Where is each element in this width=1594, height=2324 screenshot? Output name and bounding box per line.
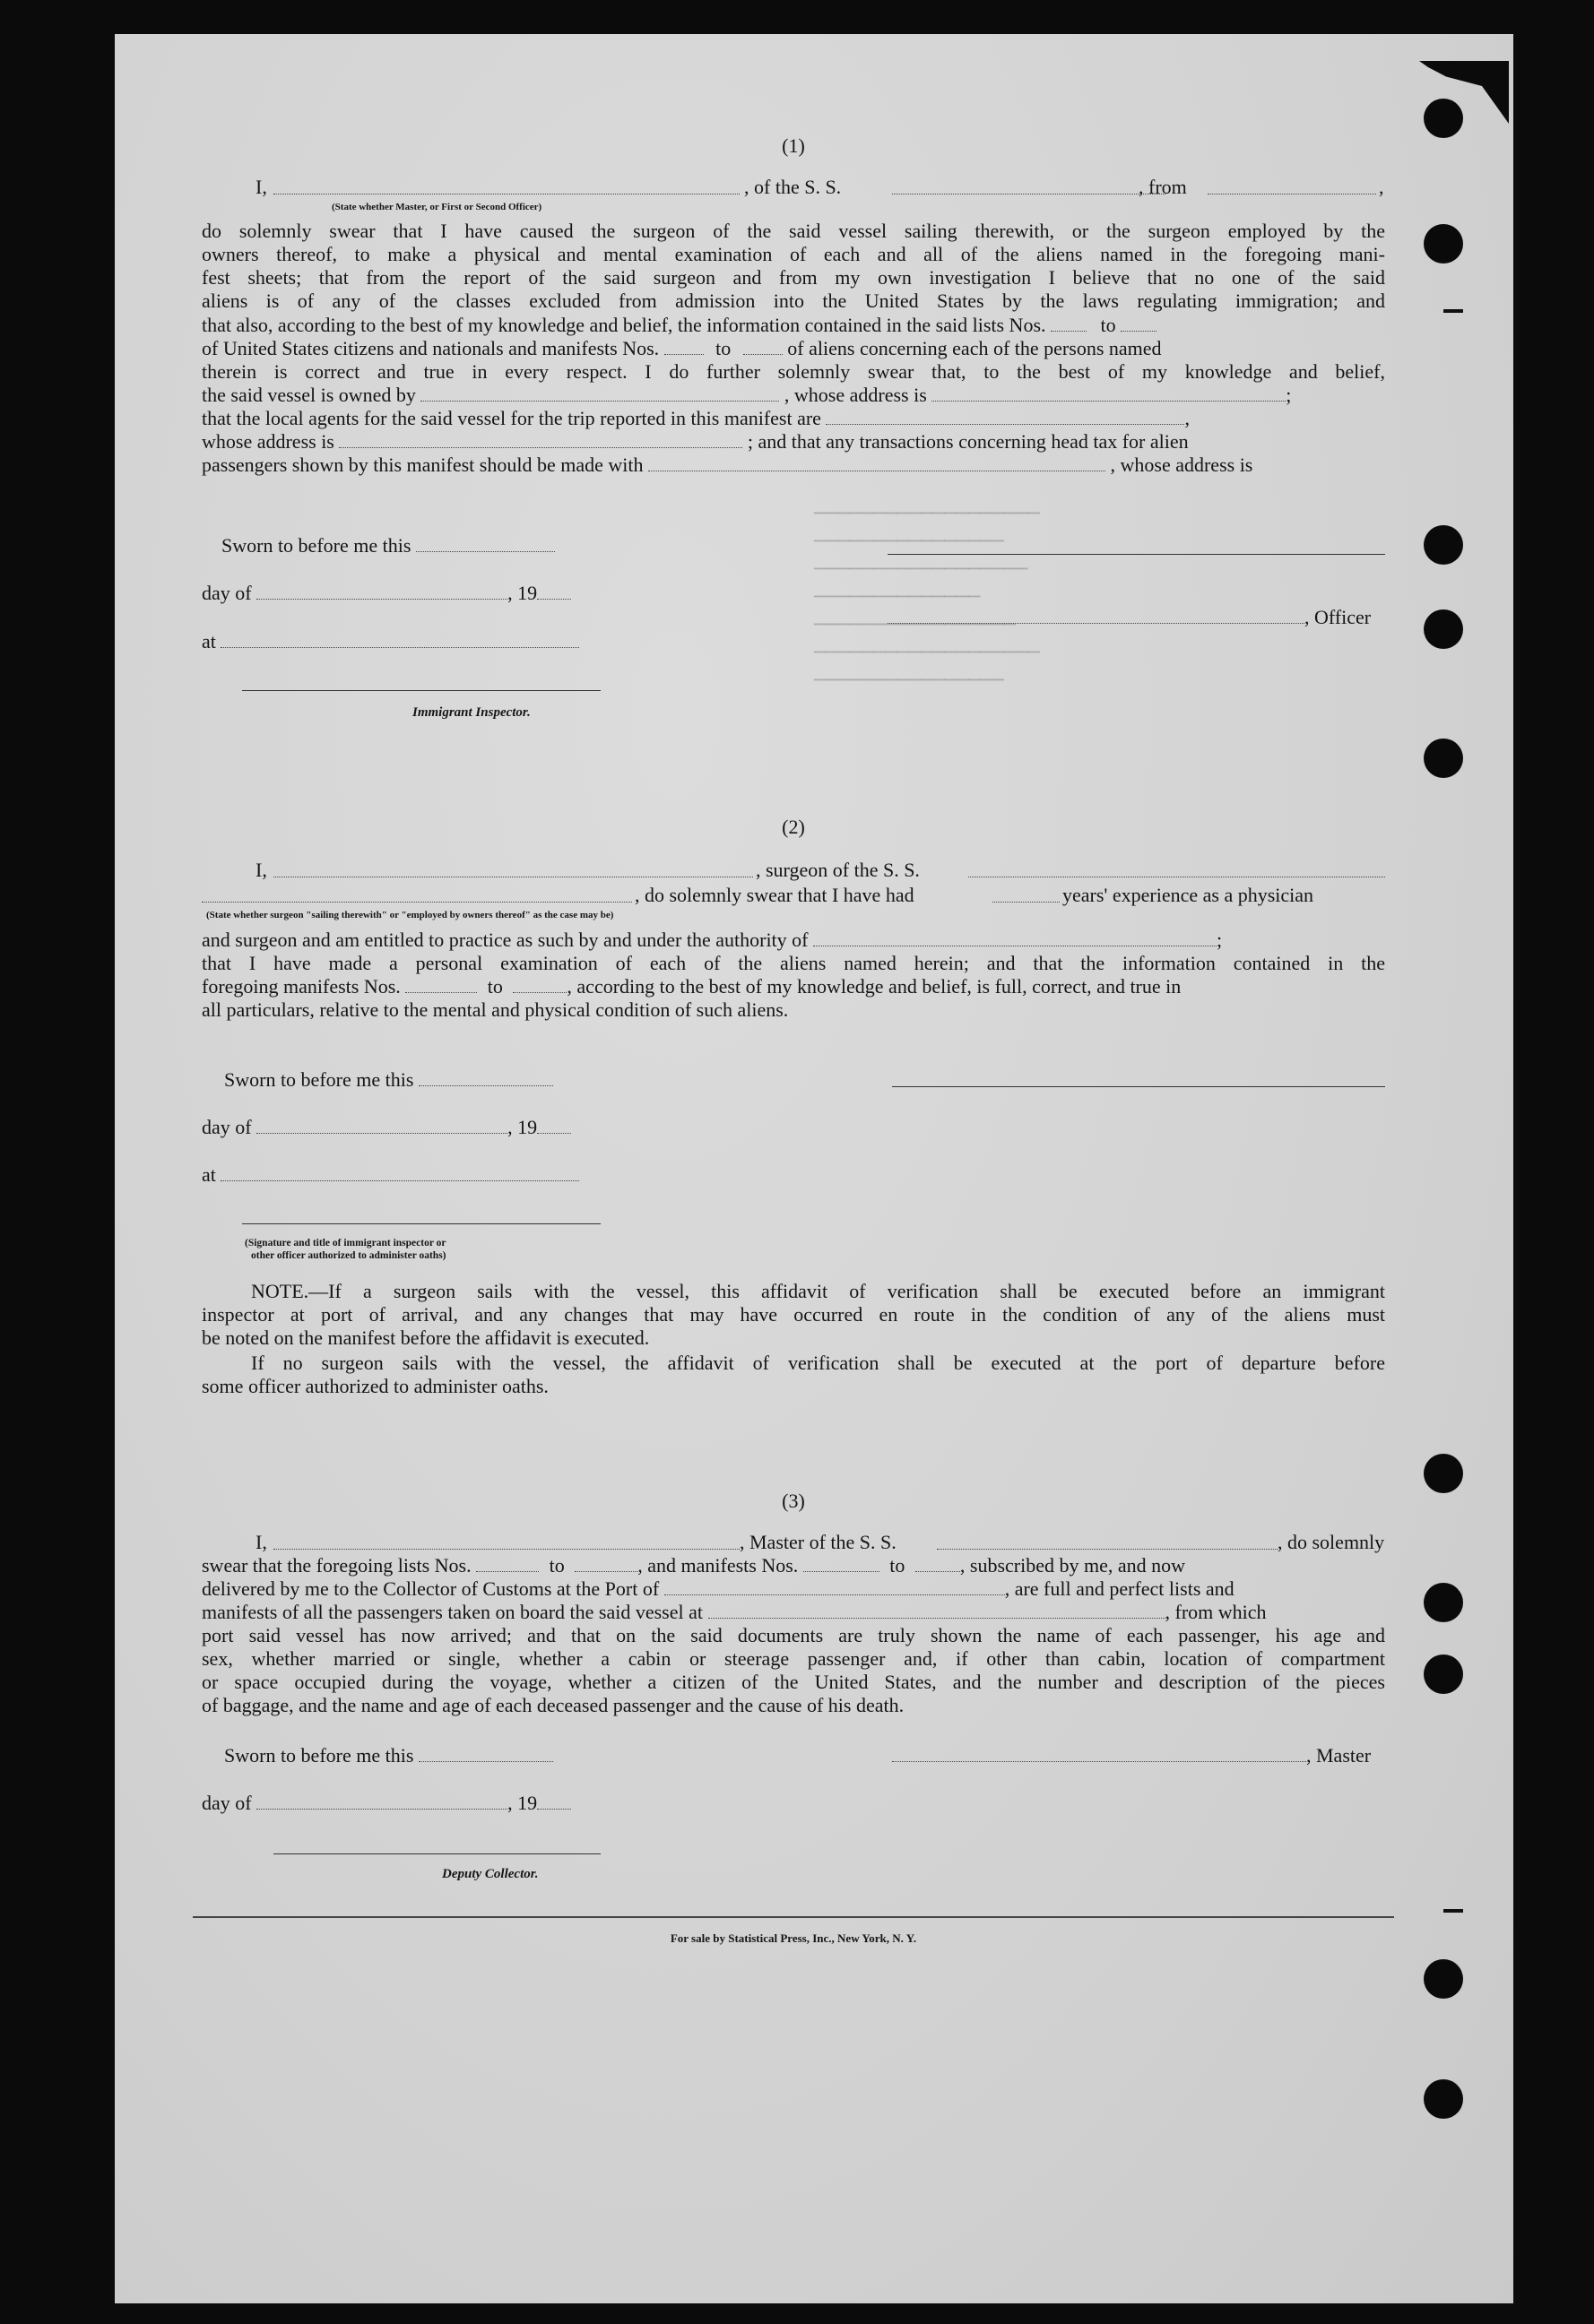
section-3-line-2: swear that the foregoing lists Nos. to , and manifests Nos. to , subscribed by me, and now [202, 1554, 1186, 1577]
punch-mark [1443, 1909, 1463, 1913]
section-1-headtax-line: passengers shown by this manifest should be made with , whose address is [202, 454, 1253, 476]
section-2-sworn: Sworn to before me this [224, 1068, 1408, 1093]
sworn-day-field[interactable] [419, 1069, 553, 1086]
note-line: inspector at port of arrival, and any changes that may have occurred en route in the condition of any of the aliens must [202, 1303, 1385, 1326]
note-line: some officer authorized to administer oaths. [202, 1375, 549, 1397]
section-3-paragraph-line: sex, whether married or single, whether a cabin or steerage passenger and, if other than cabin, location of compartment [202, 1647, 1385, 1670]
master-list-to-field[interactable] [575, 1555, 637, 1572]
officer-title-field[interactable] [273, 176, 740, 194]
years-experience-field[interactable] [992, 884, 1060, 903]
surgeon-manifest-to-field[interactable] [513, 976, 567, 993]
sworn-day-field[interactable] [419, 1745, 553, 1762]
section-1-owner-line: the said vessel is owned by , whose address is ; [202, 384, 1292, 406]
section-1-lists-line: that also, according to the best of my knowledge and belief, the information contained in the said lists Nos. to [202, 314, 1385, 338]
section-1-paragraph-line: owners thereof, to make a physical and mental examination of each and all of the aliens named in the foregoing mani- [202, 243, 1385, 265]
punch-hole [1424, 1959, 1463, 1999]
section-1-paragraph-line: do solemnly swear that I have caused the surgeon of the said vessel sailing therewith, or the surgeon employed by the [202, 220, 1385, 242]
master-manifest-from-field[interactable] [803, 1555, 879, 1572]
owner-field[interactable] [420, 384, 779, 402]
punch-hole [1424, 739, 1463, 778]
practice-authority-field[interactable] [813, 929, 1217, 946]
port-of-arrival-field[interactable] [664, 1578, 1005, 1595]
printer-imprint: For sale by Statistical Press, Inc., New York, N. Y. [670, 1931, 917, 1945]
bleed-through-text: ─────────────────── ──────────────── ────────────────── ────────────── ───────────────── ─────────────────── ──────────────── [814, 503, 1040, 692]
sworn-month-field[interactable] [256, 1117, 507, 1134]
section-2-paragraph-line: that I have made a personal examination of each of the aliens named herein; and that the information contained in the [202, 952, 1385, 974]
officer-signature-field[interactable] [888, 607, 1304, 624]
section-3-paragraph-line: port said vessel has now arrived; and that on the said documents are truly shown the name of each passenger, his age and [202, 1624, 1385, 1646]
section-3-line-4: manifests of all the passengers taken on board the said vessel at , from which [202, 1601, 1267, 1623]
sworn-year-field[interactable] [537, 1793, 571, 1810]
sworn-year-field[interactable] [537, 1117, 571, 1134]
section-1-paragraph-line: aliens is of any of the classes excluded from admission into the United States by the laws regulating immigration; and [202, 289, 1385, 312]
citizen-list-from-field[interactable] [1051, 315, 1087, 332]
officer-signature-row: , Officer [888, 606, 1385, 630]
punch-hole [1424, 609, 1463, 649]
section-3-sworn: Sworn to before me this [224, 1744, 1408, 1768]
master-list-from-field[interactable] [476, 1555, 539, 1572]
section-2-line-5: foregoing manifests Nos. to , according to the best of my knowledge and belief, is full, correct, and true in [202, 975, 1182, 998]
punch-hole [1424, 1654, 1463, 1694]
section-1-paragraph-line: therein is correct and true in every respect. I do further solemnly swear that, to the best of my knowledge and belief, [202, 360, 1385, 383]
punch-hole [1424, 99, 1463, 138]
section-1-agents-line: that the local agents for the said vessel for the trip reported in this manifest are , [202, 407, 1190, 429]
punch-hole [1424, 224, 1463, 264]
deputy-collector-label: Deputy Collector. [442, 1867, 539, 1881]
section-1-at: at [202, 630, 1385, 654]
master-signature-field[interactable] [892, 1745, 1306, 1762]
section-1-day-of: day of , 19 [202, 582, 1385, 606]
deputy-signature-line [273, 1853, 601, 1854]
surgeon-ship-field[interactable] [968, 859, 1385, 877]
section-2-at: at [202, 1163, 1385, 1188]
section-2-day-of: day of , 19 [202, 1116, 1385, 1140]
section-3-paragraph-line: of baggage, and the name and age of each deceased passenger and the cause of his death. [202, 1694, 905, 1716]
note-line: be noted on the manifest before the affidavit is executed. [202, 1326, 650, 1349]
punch-hole [1424, 1454, 1463, 1493]
alien-manifest-from-field[interactable] [664, 338, 704, 355]
section-1-paragraph-line: fest sheets; that from the report of the said surgeon and from my own investigation I believe that no one of the said [202, 266, 1385, 289]
punch-hole [1424, 1583, 1463, 1622]
sworn-place-field[interactable] [221, 631, 579, 648]
signature-line [888, 554, 1385, 555]
master-manifest-to-field[interactable] [915, 1555, 960, 1572]
sworn-month-field[interactable] [256, 583, 507, 600]
footer-rule [193, 1916, 1394, 1918]
section-2-number: (2) [782, 816, 805, 838]
section-3-number: (3) [782, 1490, 805, 1512]
note-line-1: NOTE.—If a surgeon sails with the vessel, this affidavit of verification shall be executed before an immigrant [251, 1280, 1385, 1302]
section-2-paragraph-line: all particulars, relative to the mental and physical condition of such aliens. [202, 998, 789, 1021]
inspector-signature-line [242, 690, 601, 691]
master-ship-field[interactable] [937, 1531, 1278, 1550]
punch-hole [1424, 2079, 1463, 2119]
surgeon-manifest-from-field[interactable] [405, 976, 477, 993]
punch-mark [1443, 309, 1463, 313]
punch-hole [1424, 525, 1463, 565]
sworn-place-field[interactable] [221, 1164, 579, 1181]
port-of-embarkation-field[interactable] [708, 1602, 1165, 1619]
sworn-year-field[interactable] [537, 583, 571, 600]
section-2-line-3: and surgeon and am entitled to practice as such by and under the authority of ; [202, 929, 1223, 951]
inspector-signature-line [242, 1223, 601, 1224]
section-1-number: (1) [782, 134, 805, 157]
note-line: If no surgeon sails with the vessel, the affidavit of verification shall be executed at the port of departure before [251, 1352, 1385, 1374]
section-3-line-3: delivered by me to the Collector of Customs at the Port of , are full and perfect lists and [202, 1577, 1234, 1600]
ship-name-field[interactable] [892, 176, 1165, 194]
headtax-contact-field[interactable] [648, 454, 1105, 471]
signature-hint: other officer authorized to administer oaths) [251, 1250, 446, 1261]
departure-port-field[interactable] [1208, 176, 1376, 194]
alien-manifest-to-field[interactable] [743, 338, 783, 355]
master-signature-row: , Master [892, 1744, 1385, 1768]
surgeon-status-field[interactable] [202, 884, 632, 903]
signature-hint: (Signature and title of immigrant inspector or [245, 1238, 446, 1248]
owner-address-field[interactable] [931, 384, 1286, 402]
local-agents-field[interactable] [826, 408, 1184, 425]
citizen-list-to-field[interactable] [1121, 315, 1157, 332]
section-1-manifests-line: of United States citizens and nationals and manifests Nos. to of aliens concerning each of the persons named [202, 337, 1162, 359]
section-1-sworn: Sworn to before me this [221, 534, 1405, 558]
signature-line [892, 1086, 1385, 1087]
surgeon-name-field[interactable] [273, 859, 753, 877]
section-3-day-of: day of , 19 [202, 1792, 1385, 1816]
sworn-month-field[interactable] [256, 1793, 507, 1810]
immigrant-inspector-label: Immigrant Inspector. [412, 705, 531, 720]
sworn-day-field[interactable] [416, 535, 555, 552]
section-1-agent-address-line: whose address is ; and that any transactions concerning head tax for alien [202, 430, 1189, 453]
agent-address-field[interactable] [339, 431, 742, 448]
master-name-field[interactable] [273, 1531, 740, 1550]
section-3-paragraph-line: or space occupied during the voyage, whether a citizen of the United States, and the number and description of the pieces [202, 1671, 1385, 1693]
